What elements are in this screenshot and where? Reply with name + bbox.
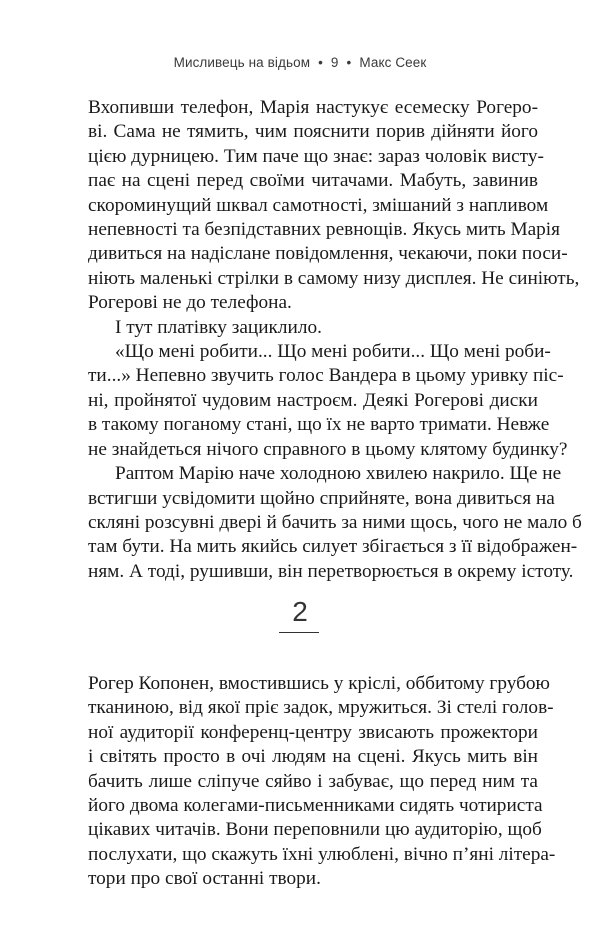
text-line: І тут платівку зациклило. (115, 316, 322, 338)
text-line: цікавих читачів. Вони переповнили цю аудиторію, щоб (88, 819, 542, 841)
text-line: пає на сцені перед своїми читачами. Мабуть, завинив (88, 170, 538, 192)
text-line: ти...» Непевно звучить голос Вандера в цьому уривку піс- (88, 365, 564, 387)
text-line: Вхопивши телефон, Марія настукує есемеску Рогеро- (88, 97, 538, 118)
text-line: бачить лише сліпуче сяйво і забуває, що перед ним та (88, 770, 538, 792)
text-line: скляні розсувні двері й бачить за ними щось, чого не мало б (88, 511, 582, 533)
book-author: Макс Сеек (359, 55, 427, 70)
text-line: не знайдеться нічого справного в цьому клятому будинку? (88, 438, 568, 460)
text-section-2 (88, 672, 556, 892)
text-line: тори про свої останні твори. (88, 868, 321, 890)
header-separator: • (318, 55, 323, 70)
text-line: дивиться на надіслане повідомлення, чекаючи, поки поси- (88, 243, 568, 265)
text-line: цією дурницею. Тим паче що знає: зараз чоловік висту- (88, 145, 544, 167)
text-line: встигши усвідомити щойно сприйняте, вона дивиться на (88, 487, 555, 509)
text-line: ної аудиторії конференц-центру звисають прожектори (88, 721, 538, 743)
text-line: в такому поганому стані, що їх не варто тримати. Невже (88, 414, 550, 436)
text-line: послухати, що скажуть їхні улюблені, вічно п’яні літера- (88, 843, 556, 865)
header-separator: • (346, 55, 352, 70)
text-line: Рогерові не до телефона. (88, 292, 292, 314)
text-line: Раптом Марію наче холодною хвилею накрило. Ще не (115, 463, 562, 485)
text-section-1 (88, 96, 582, 584)
text-line: скороминущий шквал самотності, змішаний з напливом (88, 194, 549, 216)
text-line: його двома колегами-письменниками сидять чотириста (88, 795, 543, 817)
chapter-number: 2 (292, 596, 308, 627)
text-line: ві. Сама не тямить, чим пояснити порив дійняти його (88, 121, 538, 143)
book-title: Мисливець на відьом (173, 55, 311, 70)
text-line: ніють маленькі стрілки в самому низу дисплея. Не синіють, (88, 267, 580, 289)
text-line: і світять просто в очі людям на сцені. Якусь мить він (88, 746, 538, 768)
text-line: ням. А тоді, рушивши, він перетворюється в окрему істоту. (88, 560, 574, 582)
text-line: тканиною, від якої пріє задок, мружиться. Зі стелі голов- (88, 697, 554, 719)
text-line: ні, пройнятої чудовим настроєм. Деякі Рогерові диски (88, 389, 538, 411)
chapter-divider (279, 632, 319, 633)
text-line: Рогер Копонен, вмостившись у кріслі, оббитому грубою (88, 673, 550, 694)
page-number: 9 (330, 55, 339, 70)
running-head (0, 55, 600, 70)
text-line: там бути. На мить якийсь силует збігається з її відображен- (88, 536, 578, 558)
text-line: «Що мені робити... Що мені робити... Що мені роби- (115, 341, 551, 363)
text-line: непевності та безпідставних ревнощів. Якусь мить Марія (88, 219, 561, 241)
